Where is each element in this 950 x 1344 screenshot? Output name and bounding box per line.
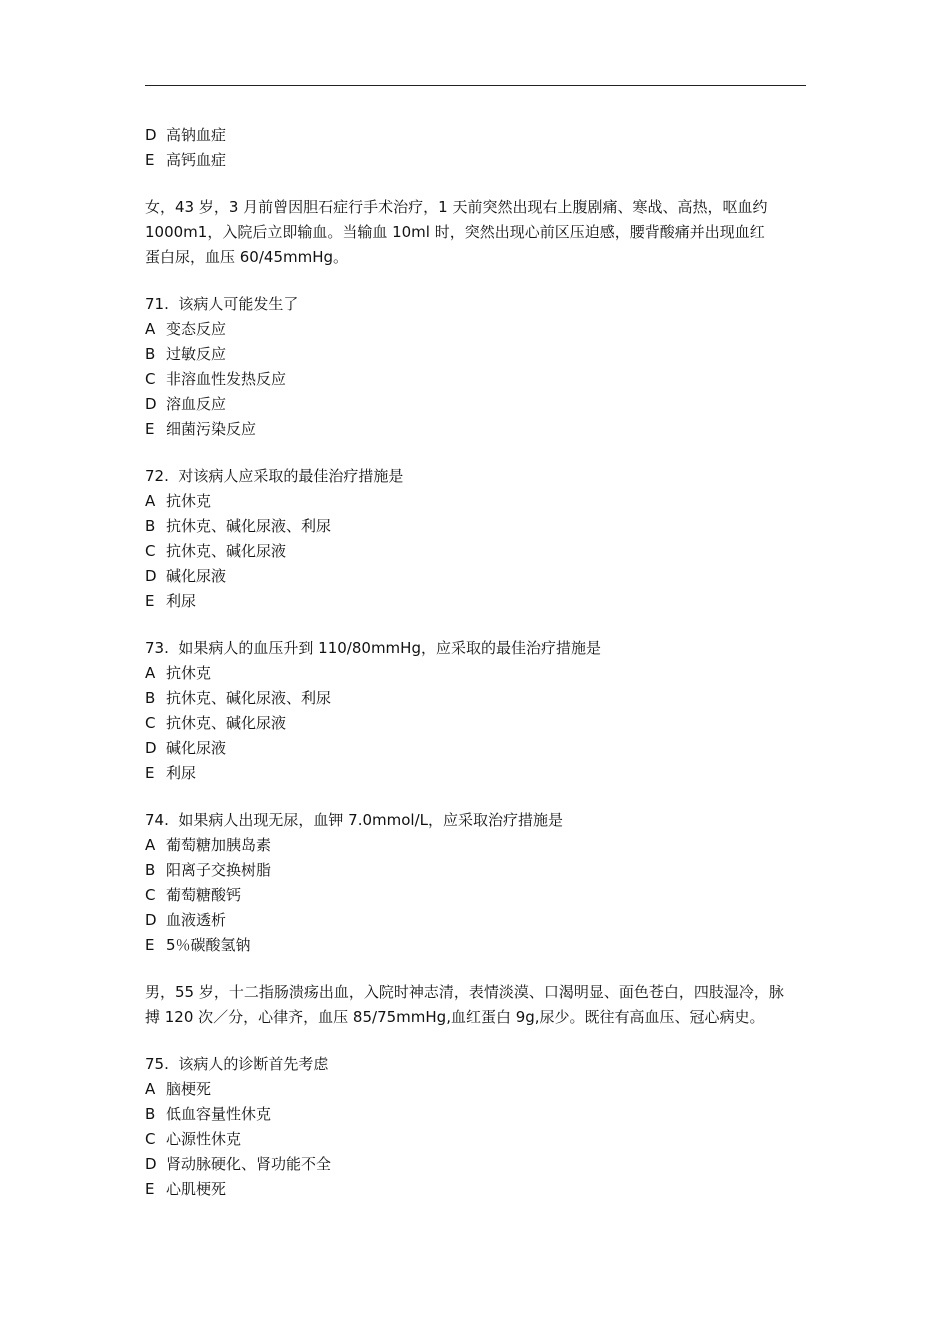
- option-b: B 抗休克、碱化尿液、利尿: [145, 689, 332, 707]
- option-a: A 葡萄糖加胰岛素: [145, 836, 272, 854]
- prev-question-options: [145, 123, 807, 173]
- option-c: C 抗休克、碱化尿液: [145, 542, 287, 560]
- option-a: A 脑梗死: [145, 1080, 212, 1098]
- case-line: 1000m1，入院后立即输血。当输血 10ml 时，突然出现心前区压迫感，腰背酸痛并出现血红: [145, 223, 765, 241]
- option-a: A 变态反应: [145, 320, 227, 338]
- option-b: B 阳离子交换树脂: [145, 861, 272, 879]
- option-b: B 低血容量性休克: [145, 1105, 272, 1123]
- option-c: C 葡萄糖酸钙: [145, 886, 242, 904]
- option-d: D 碱化尿液: [145, 567, 227, 585]
- case-line: 男，55 岁，十二指肠溃疡出血，入院时神志清，表情淡漠、口渴明显、面色苍白，四肢湿冷，脉: [145, 983, 784, 1001]
- option-a: A 抗休克: [145, 492, 212, 510]
- option-c: C 心源性休克: [145, 1130, 242, 1148]
- case-line: 女，43 岁，3 月前曾因胆石症行手术治疗，1 天前突然出现右上腹剧痛、寒战、高热，呕血约: [145, 198, 768, 216]
- question-74: [145, 808, 807, 958]
- option-e: E 高钙血症: [145, 151, 227, 169]
- question-stem: 75. 该病人的诊断首先考虑: [145, 1055, 329, 1073]
- question-stem: 74. 如果病人出现无尿，血钾 7.0mmol/L，应采取治疗措施是: [145, 811, 564, 829]
- option-d: D 血液透析: [145, 911, 227, 929]
- option-e: E 利尿: [145, 764, 197, 782]
- document-body: [145, 123, 807, 1202]
- option-c: C 抗休克、碱化尿液: [145, 714, 287, 732]
- question-71: [145, 292, 807, 442]
- case-description-2: [145, 980, 807, 1030]
- option-b: B 抗休克、碱化尿液、利尿: [145, 517, 332, 535]
- option-d: D 溶血反应: [145, 395, 227, 413]
- case-line: 搏 120 次／分，心律齐，血压 85/75mmHg,血红蛋白 9g,尿少。既往有高血压、冠心病史。: [145, 1008, 765, 1026]
- question-stem: 73. 如果病人的血压升到 110/80mmHg，应采取的最佳治疗措施是: [145, 639, 601, 657]
- option-d: D 高钠血症: [145, 126, 227, 144]
- option-e: E 利尿: [145, 592, 197, 610]
- question-73: [145, 636, 807, 786]
- question-72: [145, 464, 807, 614]
- option-d: D 肾动脉硬化、肾功能不全: [145, 1155, 332, 1173]
- option-e: E 5％碳酸氢钠: [145, 936, 251, 954]
- option-a: A 抗休克: [145, 664, 212, 682]
- case-line: 蛋白尿，血压 60/45mmHg。: [145, 248, 349, 266]
- case-description-1: [145, 195, 807, 270]
- question-stem: 72. 对该病人应采取的最佳治疗措施是: [145, 467, 404, 485]
- question-75: [145, 1052, 807, 1202]
- question-stem: 71. 该病人可能发生了: [145, 295, 299, 313]
- option-e: E 心肌梗死: [145, 1180, 227, 1198]
- option-c: C 非溶血性发热反应: [145, 370, 287, 388]
- option-e: E 细菌污染反应: [145, 420, 257, 438]
- option-d: D 碱化尿液: [145, 739, 227, 757]
- header-rule: [145, 85, 806, 86]
- option-b: B 过敏反应: [145, 345, 227, 363]
